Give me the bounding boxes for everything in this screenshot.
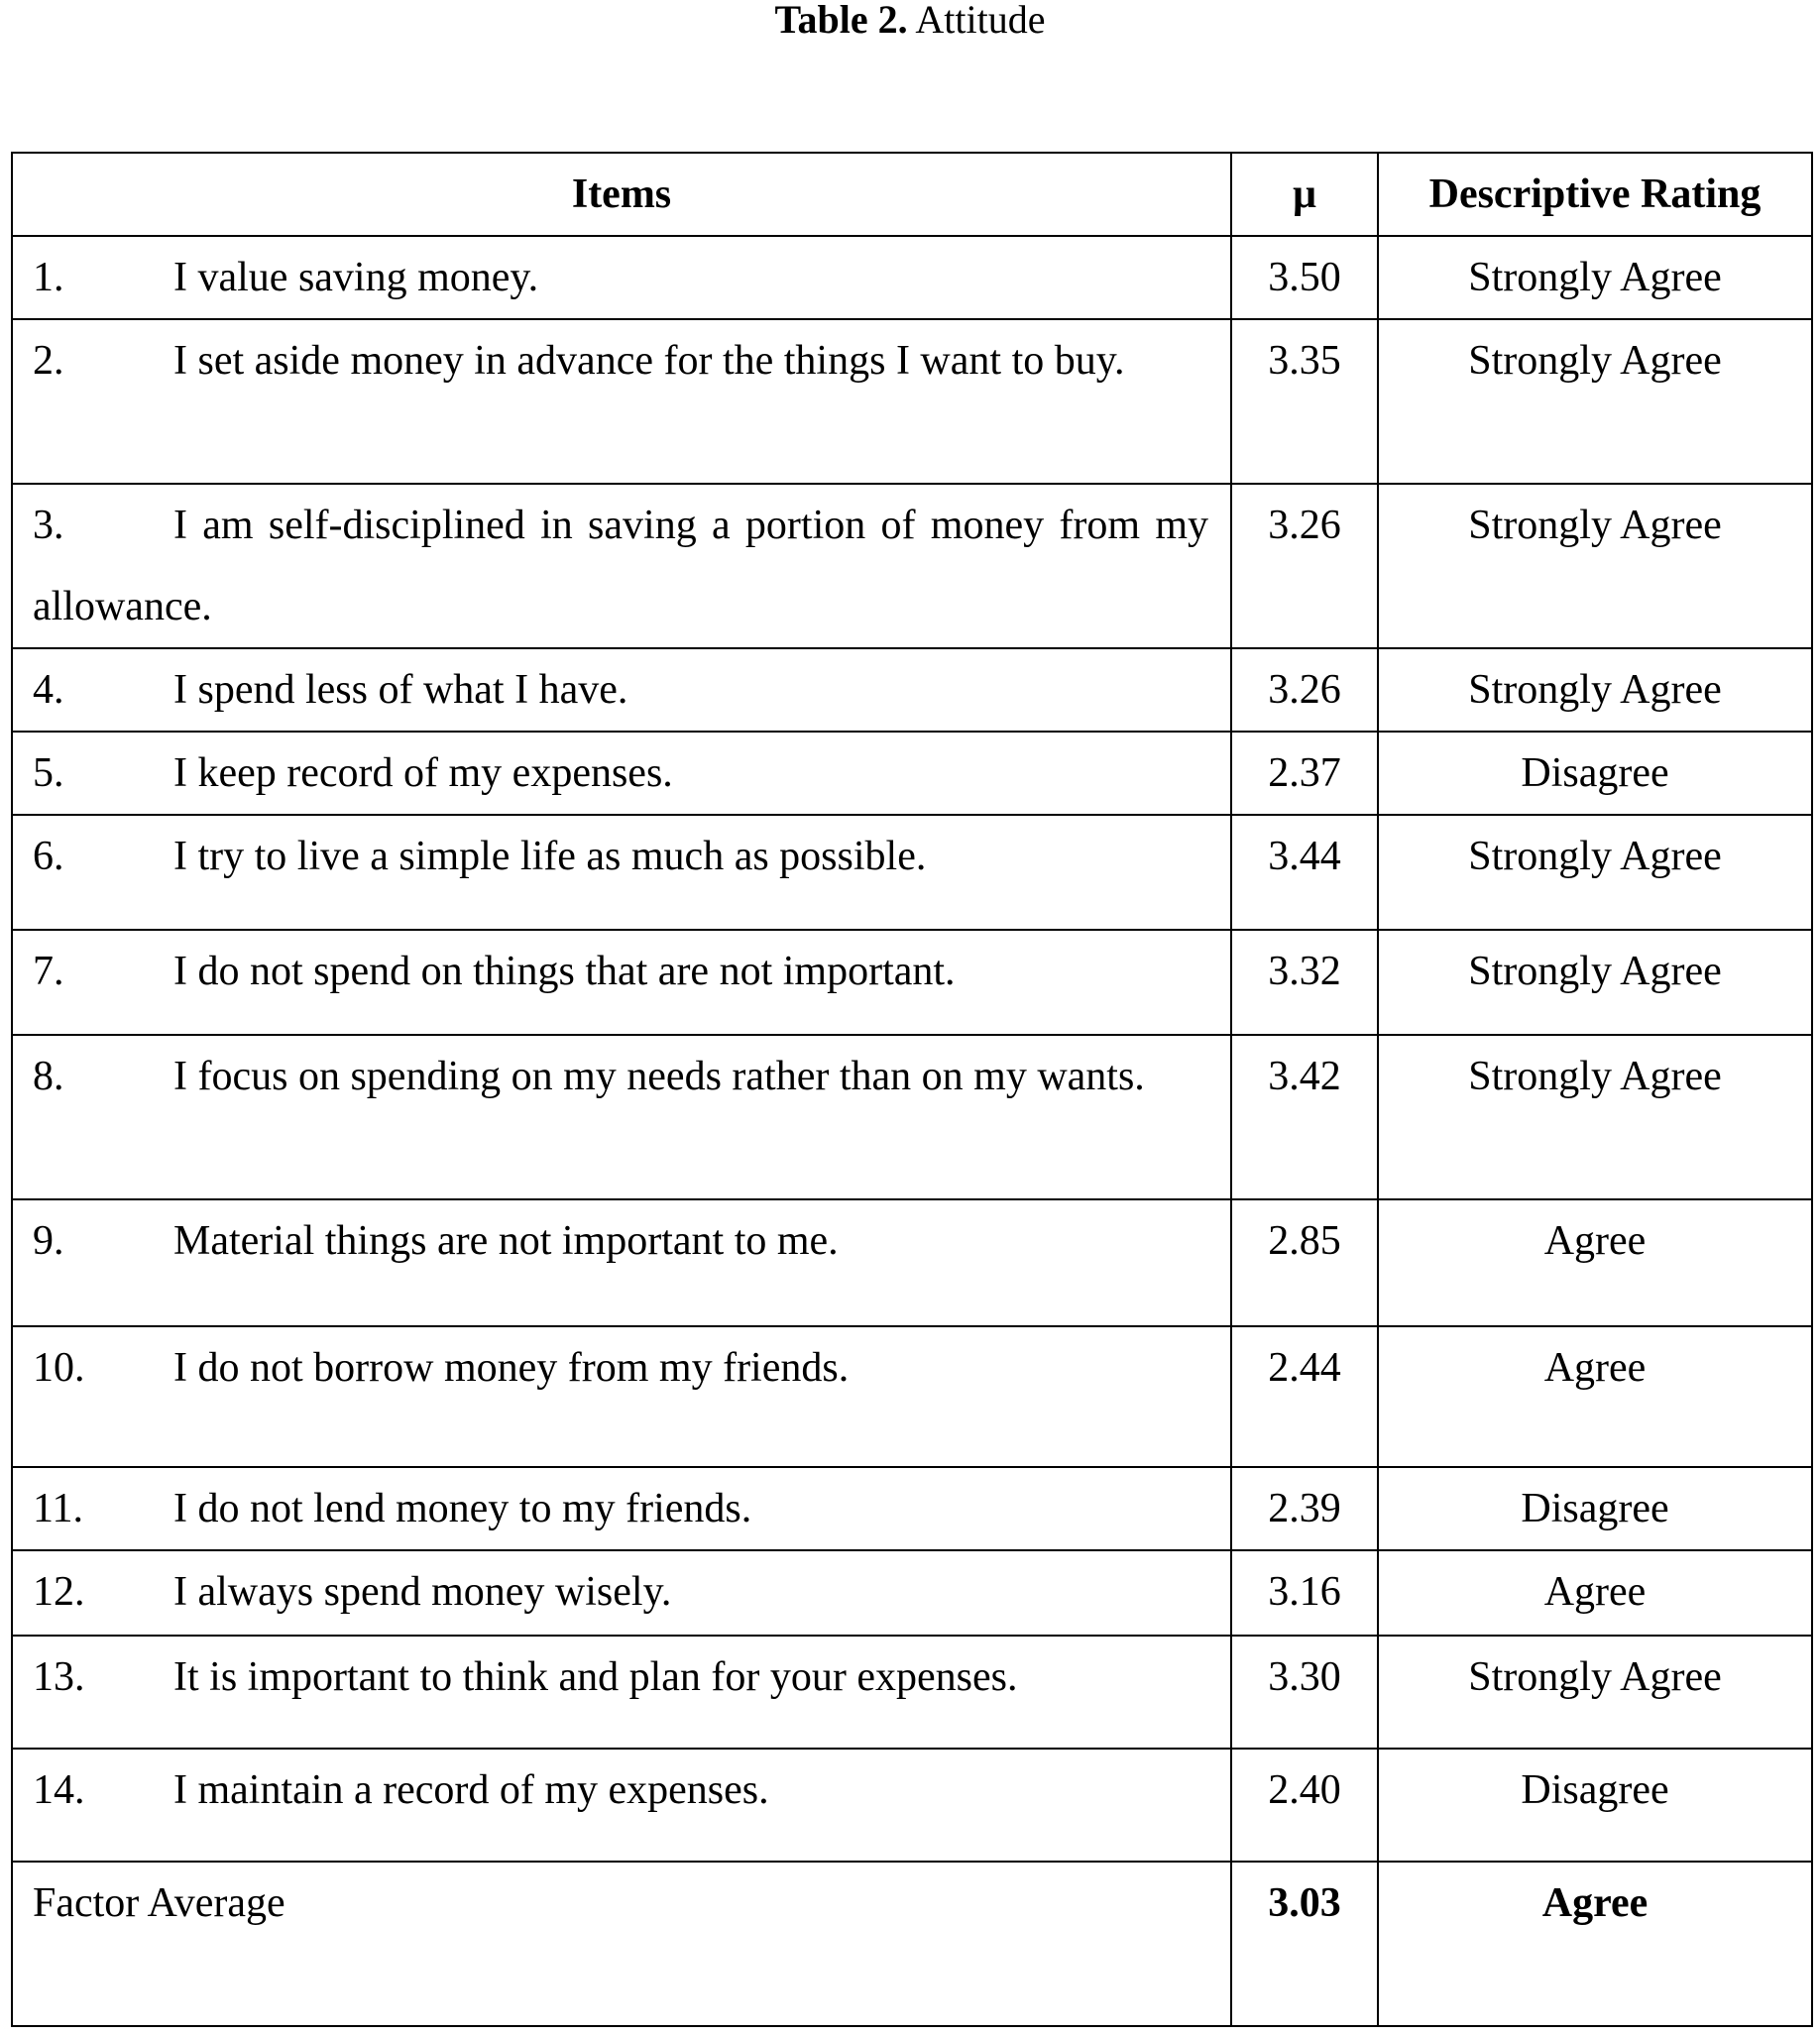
table-row [12,1467,1812,1550]
item-cell [12,815,1231,930]
mean-cell: 2.40 [1231,1749,1378,1862]
header-row [12,153,1812,236]
item-cell [12,1467,1231,1550]
item-cell [12,1749,1231,1862]
item-number: 5. [33,750,64,796]
item-cell [12,930,1231,1035]
table-row [12,815,1812,930]
rating-cell: Agree [1378,1550,1812,1636]
table-row [12,1199,1812,1326]
mean-cell: 3.50 [1231,236,1378,319]
rating-cell: Strongly Agree [1378,930,1812,1035]
item-cell [12,484,1231,648]
rating-cell: Agree [1378,1199,1812,1326]
rating-cell: Strongly Agree [1378,319,1812,484]
item-number: 13. [33,1654,85,1700]
item-cell [12,1035,1231,1199]
mean-cell: 3.16 [1231,1550,1378,1636]
table-row [12,732,1812,815]
table-row [12,236,1812,319]
table-row [12,1749,1812,1862]
mean-cell: 2.44 [1231,1326,1378,1467]
item-text: I spend less of what I have. [173,667,628,713]
rating-cell: Strongly Agree [1378,236,1812,319]
header-items: Items [12,153,1231,236]
item-cell [12,1550,1231,1636]
rating-cell: Agree [1378,1326,1812,1467]
item-cell [12,732,1231,815]
table-row [12,1550,1812,1636]
table-row [12,1326,1812,1467]
item-number: 7. [33,949,64,994]
factor-average-mean: 3.03 [1231,1862,1378,2026]
rating-cell: Strongly Agree [1378,1636,1812,1749]
item-text: I value saving money. [173,255,539,300]
mean-cell: 3.30 [1231,1636,1378,1749]
item-number: 8. [33,1054,64,1099]
item-text: I keep record of my expenses. [173,750,673,796]
rating-cell: Disagree [1378,1749,1812,1862]
table-row [12,648,1812,732]
table-row [12,484,1812,648]
item-text: I always spend money wisely. [173,1569,672,1615]
item-text: It is important to think and plan for your expenses. [173,1654,1018,1700]
item-text: I focus on spending on my needs rather than on my wants. [173,1054,1145,1099]
mean-cell: 3.35 [1231,319,1378,484]
item-cell [12,1326,1231,1467]
item-number: 6. [33,834,64,879]
factor-average-row [12,1862,1812,2026]
mean-cell: 3.32 [1231,930,1378,1035]
item-number: 2. [33,338,64,384]
rating-cell: Strongly Agree [1378,648,1812,732]
item-text: I try to live a simple life as much as possible. [173,834,927,879]
header-rating: Descriptive Rating [1378,153,1812,236]
mean-cell: 3.44 [1231,815,1378,930]
item-cell [12,1199,1231,1326]
item-text: I do not lend money to my friends. [173,1486,752,1531]
table-row [12,1035,1812,1199]
mean-cell: 3.26 [1231,648,1378,732]
item-text: I am self-disciplined in saving a portion of money from my allowance. [33,503,1208,629]
attitude-table [11,152,1813,2027]
item-number: 4. [33,667,64,713]
table-row [12,1636,1812,1749]
item-text: Material things are not important to me. [173,1218,839,1264]
item-text: I do not spend on things that are not important. [173,949,956,994]
item-number: 14. [33,1767,85,1813]
item-number: 1. [33,255,64,300]
item-cell [12,1636,1231,1749]
mean-cell: 3.42 [1231,1035,1378,1199]
mean-cell: 2.37 [1231,732,1378,815]
table-caption [0,0,1820,40]
item-text: I maintain a record of my expenses. [173,1767,769,1813]
rating-cell: Disagree [1378,732,1812,815]
mean-cell: 2.85 [1231,1199,1378,1326]
rating-cell: Strongly Agree [1378,484,1812,648]
item-number: 3. [33,503,64,548]
item-cell [12,236,1231,319]
item-number: 9. [33,1218,64,1264]
table-row [12,319,1812,484]
item-text: I set aside money in advance for the things I want to buy. [173,338,1125,384]
table-row [12,930,1812,1035]
item-cell [12,648,1231,732]
item-number: 10. [33,1345,85,1391]
rating-cell: Strongly Agree [1378,815,1812,930]
header-mu: μ [1231,153,1378,236]
factor-average-label: Factor Average [12,1862,1231,2026]
rating-cell: Disagree [1378,1467,1812,1550]
mean-cell: 2.39 [1231,1467,1378,1550]
item-number: 11. [33,1486,83,1531]
rating-cell: Strongly Agree [1378,1035,1812,1199]
factor-average-rating: Agree [1378,1862,1812,2026]
mean-cell: 3.26 [1231,484,1378,648]
caption-title: Attitude [915,0,1046,42]
item-number: 12. [33,1569,85,1615]
caption-label: Table 2. [774,0,908,42]
item-cell [12,319,1231,484]
item-text: I do not borrow money from my friends. [173,1345,850,1391]
